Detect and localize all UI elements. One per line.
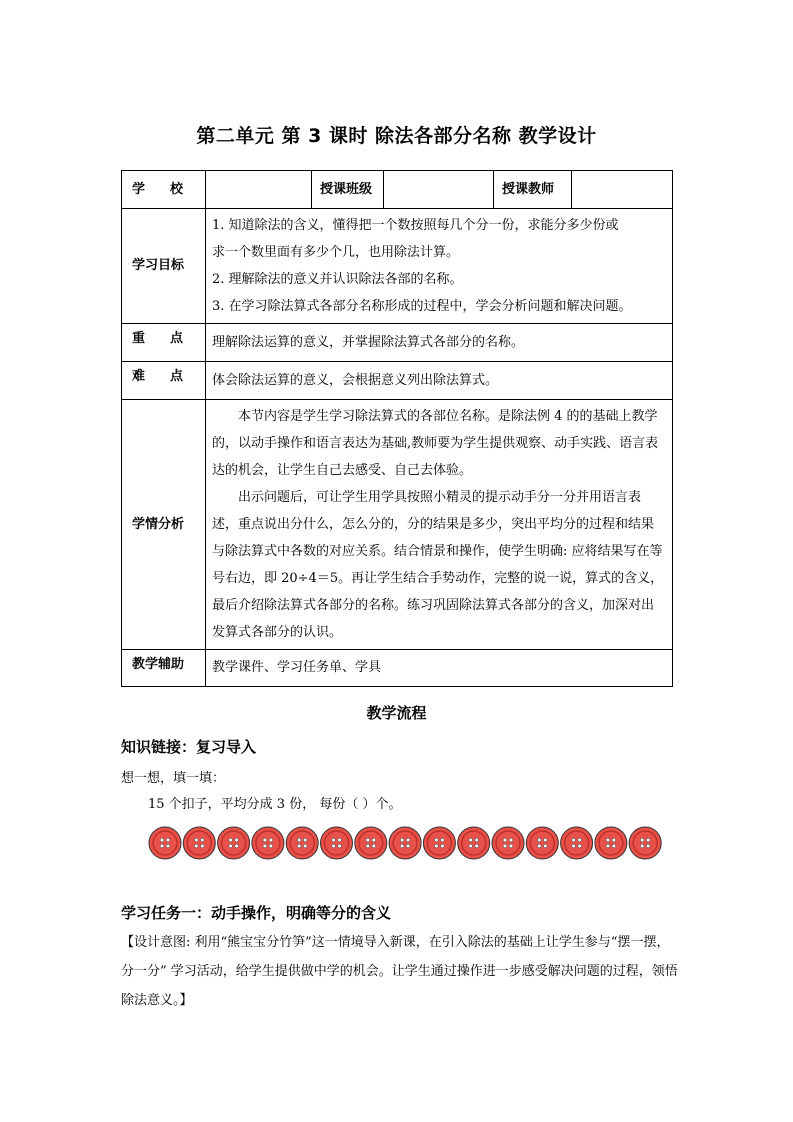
teacher-label: 授课教师 [494, 171, 572, 209]
buttons-graphic [148, 823, 670, 863]
button-icon [183, 827, 215, 859]
analysis-content [206, 400, 673, 650]
button-icon [286, 827, 318, 859]
goal-line: 1. 知道除法的含义，懂得把一个数按照每几个分一份，求能分多少份或 [212, 218, 619, 233]
page-title: 第二单元 第 3 课时 除法各部分名称 教学设计 [196, 125, 597, 147]
table-row [122, 650, 673, 687]
button-row-illustration [148, 823, 670, 863]
button-icon [149, 827, 181, 859]
goals-content [206, 209, 673, 324]
knowledge-link-heading: 知识链接：复习导入 [121, 738, 257, 756]
button-icon [252, 827, 284, 859]
table-row [122, 324, 673, 362]
design-intent-text: 【设计意图: 利用“熊宝宝分竹笋”这一情境导入新课，在引入除法的基础上让学生参与“摆一摆，分一分” 学习活动，给学生提供做中学的机会。让学生通过操作进一步感受解决问题的过程，领悟除法意义。】 [121, 935, 678, 1008]
difficulty-label: 难 点 [122, 362, 206, 400]
task1-heading: 学习任务一：动手操作，明确等分的含义 [121, 904, 392, 922]
analysis-label: 学情分析 [122, 400, 206, 650]
table-row [122, 362, 673, 400]
button-icon [595, 827, 627, 859]
analysis-paragraph: 本节内容是学生学习除法算式的各部位名称。是除法例 4 的的基础上教学的，以动手操作和语言表达为基础,教师要为学生提供观察、动手实践、语言表达的机会，让学生自己去感受、自己去体验。 [212, 409, 659, 478]
aids-text: 教学课件、学习任务单、学具 [206, 650, 673, 687]
teacher-value [572, 171, 673, 209]
button-icon [218, 827, 250, 859]
button-icon [389, 827, 421, 859]
school-label: 学 校 [122, 171, 206, 209]
button-icon [458, 827, 490, 859]
difficulty-text: 体会除法运算的意义，会根据意义列出除法算式。 [206, 362, 673, 400]
table-row [122, 400, 673, 650]
goal-line: 2. 理解除法的意义并认识除法各部的名称。 [212, 272, 463, 287]
class-value [384, 171, 494, 209]
button-icon [561, 827, 593, 859]
flow-title: 教学流程 [366, 704, 427, 722]
key-point-label: 重 点 [122, 324, 206, 362]
button-icon [492, 827, 524, 859]
button-icon [355, 827, 387, 859]
goal-line: 求一个数里面有多少个几，也用除法计算。 [212, 245, 460, 260]
aids-label: 教学辅助 [122, 650, 206, 687]
button-icon [629, 827, 661, 859]
table-row [122, 171, 673, 209]
analysis-paragraph: 出示问题后，可让学生用学具按照小精灵的提示动手分一分并用语言表述，重点说出分什么，怎么分的，分的结果是多少，突出平均分的过程和结果与除法算式中各数的对应关系。结合情景和操作，使学生明确: 应将结果写在等号右边，即 20÷4＝5。再让学生结合手势动作，完整的说一说，算式的含义，最后介绍除法算式各部分的名称。练习巩固除法算式各部分的含义，加深对出发算式各部分的认识。 [212, 490, 664, 640]
table-row [122, 209, 673, 324]
goals-label: 学习目标 [122, 209, 206, 324]
school-value [206, 171, 312, 209]
question-text: 15 个扣子，平均分成 3 份， 每份（ ）个。 [148, 797, 402, 812]
think-prompt: 想一想，填一填： [121, 771, 226, 786]
key-point-text: 理解除法运算的意义，并掌握除法算式各部分的名称。 [206, 324, 673, 362]
button-icon [321, 827, 353, 859]
button-icon [526, 827, 558, 859]
class-label: 授课班级 [312, 171, 384, 209]
button-icon [423, 827, 455, 859]
goal-line: 3. 在学习除法算式各部分名称形成的过程中，学会分析问题和解决问题。 [212, 299, 632, 314]
lesson-info-table [121, 170, 673, 687]
